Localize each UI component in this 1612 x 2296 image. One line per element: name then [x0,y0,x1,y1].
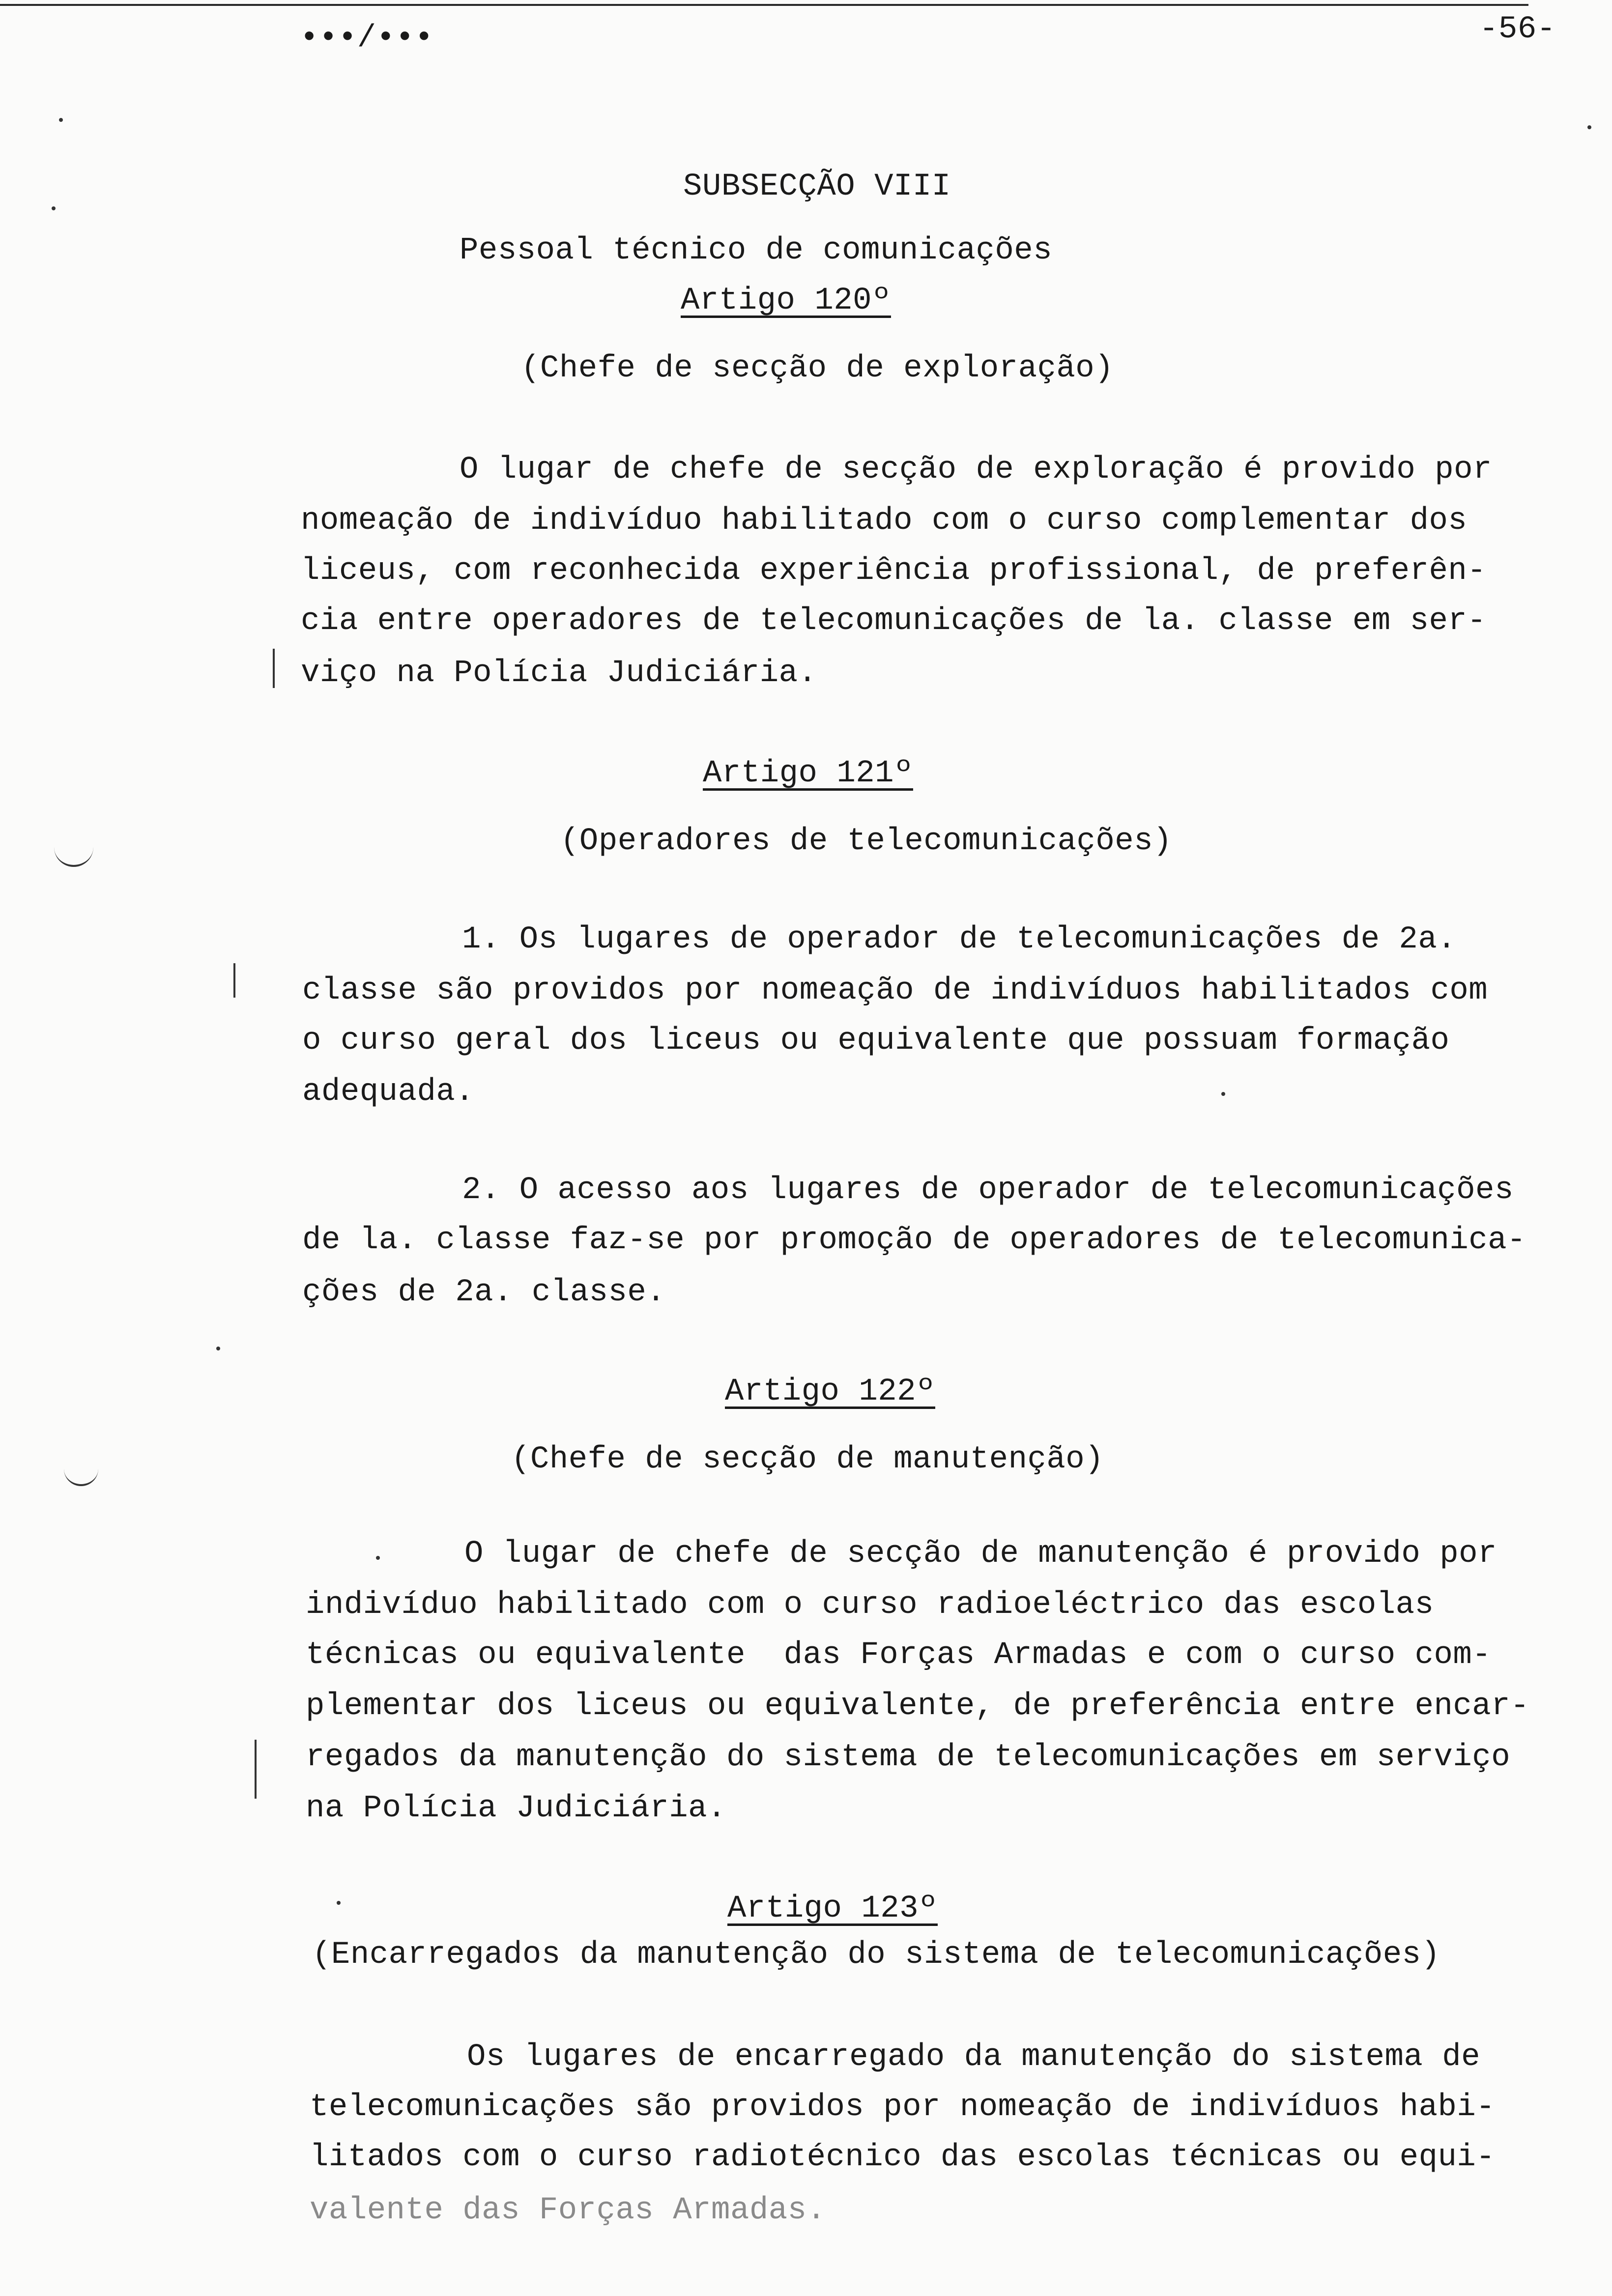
article-121-p1-line-1: 1. Os lugares de operador de telecomunicações de 2a. [462,922,1457,957]
speck [337,1901,341,1905]
article-121-p2-line-1: 2. O acesso aos lugares de operador de telecomunicações [462,1173,1514,1208]
article-120-caption: (Chefe de secção de exploração) [521,351,1114,386]
article-122-line-5: regados da manutenção do sistema de telecomunicações em serviço [306,1740,1511,1775]
article-121-p1-line-2: classe são providos por nomeação de indivíduos habilitados com [302,973,1488,1008]
article-121-caption: (Operadores de telecomunicações) [560,824,1172,859]
subsection-title: SUBSECÇÃO VIII [683,169,951,204]
article-120-line-2: nomeação de indivíduo habilitado com o curso complementar dos [301,503,1468,539]
article-121-heading: Artigo 121º [703,756,913,791]
speck [376,1556,380,1560]
article-121-p1-line-3: o curso geral dos liceus ou equivalente que possuam formação [302,1023,1450,1059]
speck [1587,125,1591,129]
speck [1221,1092,1225,1096]
article-122-line-6: na Polícia Judiciária. [306,1791,726,1826]
margin-line-1 [273,649,275,688]
article-123-line-3: litados com o curso radiotécnico das escolas técnicas ou equi- [310,2140,1496,2175]
page-number: -56- [1479,12,1556,47]
article-121-p1-line-4: adequada. [302,1074,475,1110]
article-123-line-1: Os lugares de encarregado da manutenção do sistema de [467,2039,1481,2075]
article-120-line-3: liceus, com reconhecida experiência profissional, de preferên- [301,553,1487,589]
top-rule [0,4,1528,6]
margin-line-3 [255,1740,257,1799]
article-121-p2-line-3: ções de 2a. classe. [302,1275,666,1310]
article-122-line-4: plementar dos liceus ou equivalente, de preferência entre encar- [306,1689,1529,1724]
article-120-line-4: cia entre operadores de telecomunicações de la. classe em ser- [301,603,1487,639]
speck [216,1347,220,1350]
article-123-line-4: valente das Forças Armadas. [310,2193,826,2228]
margin-line-2 [233,963,235,998]
speck [52,206,56,210]
speck [59,118,63,122]
subsection-subtitle: Pessoal técnico de comunicações [460,233,1053,268]
article-120-line-5: viço na Polícia Judiciária. [301,656,817,691]
article-123-caption: (Encarregados da manutenção do sistema de telecomunicações) [312,1937,1440,1973]
article-122-line-2: indivíduo habilitado com o curso radioeléctrico das escolas [306,1587,1434,1623]
article-122-caption: (Chefe de secção de manutenção) [511,1442,1104,1477]
article-122-heading: Artigo 122º [725,1374,935,1409]
punch-hole-mark-lower [64,1455,98,1486]
punch-hole-mark-upper [54,835,93,867]
article-123-heading: Artigo 123º [727,1891,938,1926]
article-122-line-1: O lugar de chefe de secção de manutenção é provido por [464,1536,1497,1572]
article-123-line-2: telecomunicações são providos por nomeação de indivíduos habi- [310,2090,1496,2125]
article-120-line-1: O lugar de chefe de secção de exploração é provido por [460,452,1492,488]
article-122-line-3: técnicas ou equivalente das Forças Armadas e com o curso com- [306,1637,1492,1673]
continuation-mark: •••/••• [300,21,434,56]
article-120-heading: Artigo 120º [681,283,891,318]
article-121-p2-line-2: de la. classe faz-se por promoção de operadores de telecomunica- [302,1223,1526,1258]
